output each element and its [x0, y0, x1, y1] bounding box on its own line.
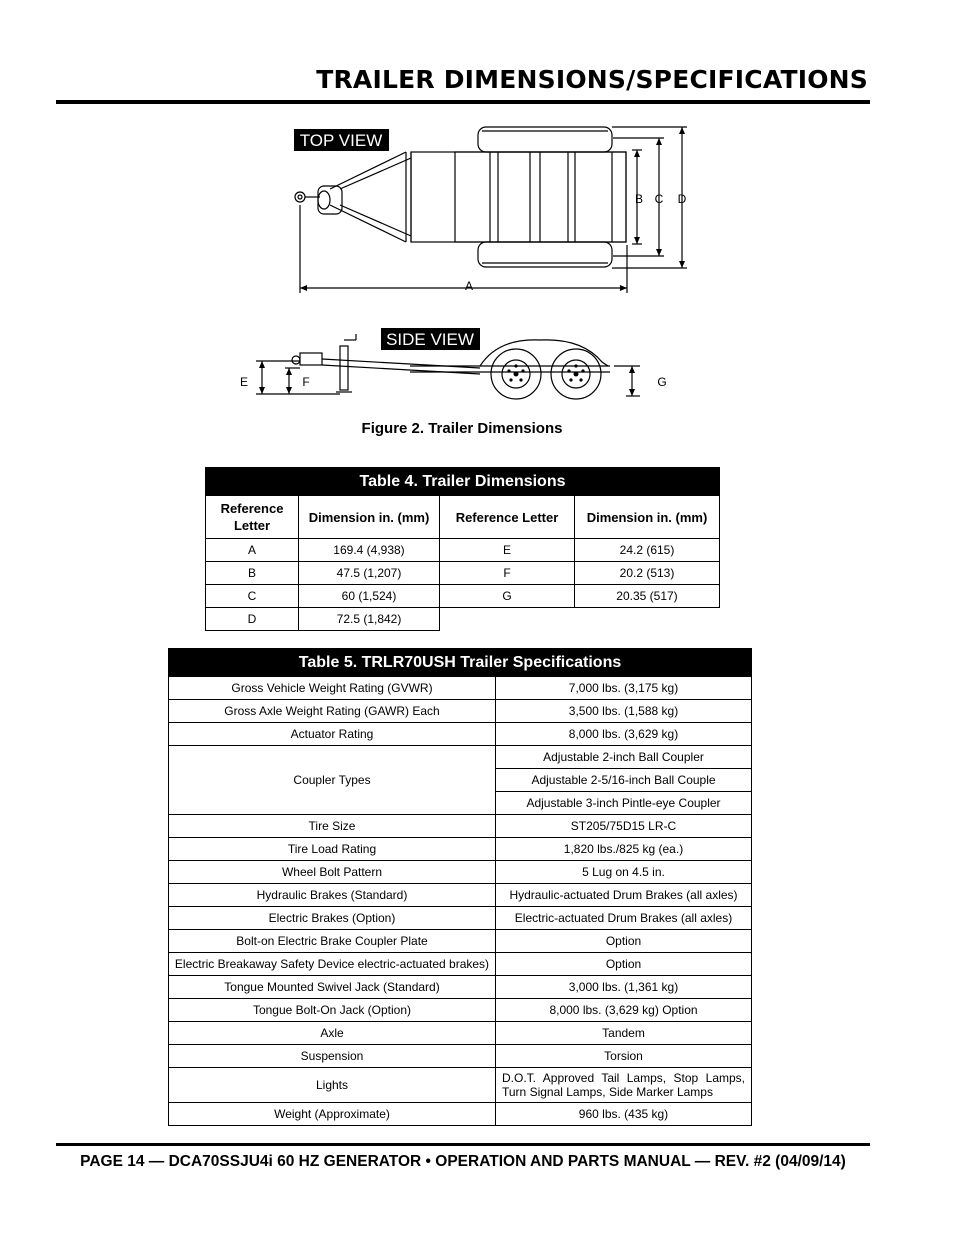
table-row	[169, 907, 752, 930]
column-header: Dimension in. (mm)	[575, 496, 720, 539]
dim-letter-a: A	[464, 279, 474, 293]
spec-label: Actuator Rating	[169, 723, 496, 746]
empty-cell	[575, 608, 720, 631]
table-cell: E	[440, 539, 575, 562]
spec-label: Hydraulic Brakes (Standard)	[169, 884, 496, 907]
spec-value: Torsion	[496, 1045, 752, 1068]
table-row	[169, 746, 752, 769]
top-view-drawing	[295, 127, 687, 293]
figure-caption: Figure 2. Trailer Dimensions	[361, 420, 563, 437]
trailer-dimensions-figure	[0, 110, 954, 410]
spec-value: Tandem	[496, 1022, 752, 1045]
spec-label: Tire Size	[169, 815, 496, 838]
side-view-label: SIDE VIEW	[386, 330, 474, 349]
table-cell: C	[206, 585, 299, 608]
spec-label: Wheel Bolt Pattern	[169, 861, 496, 884]
spec-value: 960 lbs. (435 kg)	[496, 1103, 752, 1126]
spec-label: Axle	[169, 1022, 496, 1045]
table-cell: 47.5 (1,207)	[299, 562, 440, 585]
spec-value: Option	[496, 930, 752, 953]
spec-value: 1,820 lbs./825 kg (ea.)	[496, 838, 752, 861]
spec-label: Electric Brakes (Option)	[169, 907, 496, 930]
table-title: Table 5. TRLR70USH Trailer Specifications	[169, 649, 752, 677]
spec-label: Tongue Mounted Swivel Jack (Standard)	[169, 976, 496, 999]
spec-label: Gross Axle Weight Rating (GAWR) Each	[169, 700, 496, 723]
dim-letter-b: B	[634, 192, 644, 206]
table-title: Table 4. Trailer Dimensions	[206, 468, 720, 496]
spec-value: Adjustable 2-5/16-inch Ball Couple	[496, 769, 752, 792]
spec-value: 8,000 lbs. (3,629 kg) Option	[496, 999, 752, 1022]
table-row	[169, 700, 752, 723]
spec-label: Tire Load Rating	[169, 838, 496, 861]
spec-value: Hydraulic-actuated Drum Brakes (all axles)	[496, 884, 752, 907]
spec-value: Option	[496, 953, 752, 976]
dim-letter-c: C	[654, 192, 664, 206]
spec-value: ST205/75D15 LR-C	[496, 815, 752, 838]
spec-value: 8,000 lbs. (3,629 kg)	[496, 723, 752, 746]
trailer-dimensions-table	[205, 467, 720, 631]
table-row	[169, 884, 752, 907]
table-cell: 60 (1,524)	[299, 585, 440, 608]
top-view-label: TOP VIEW	[299, 131, 383, 150]
table-row	[206, 539, 720, 562]
table-row	[169, 930, 752, 953]
dim-letter-g: G	[657, 375, 667, 389]
table-row	[206, 585, 720, 608]
table-row	[169, 815, 752, 838]
spec-value: 3,500 lbs. (1,588 kg)	[496, 700, 752, 723]
table-row	[169, 838, 752, 861]
dim-letter-f: F	[302, 375, 310, 389]
table-cell: A	[206, 539, 299, 562]
table-row	[206, 608, 720, 631]
table-cell: D	[206, 608, 299, 631]
spec-label: Bolt-on Electric Brake Coupler Plate	[169, 930, 496, 953]
table-row	[169, 1045, 752, 1068]
table-row	[169, 999, 752, 1022]
table-row	[169, 723, 752, 746]
trailer-specifications-table	[168, 648, 752, 1126]
spec-value: 7,000 lbs. (3,175 kg)	[496, 677, 752, 700]
table-cell: G	[440, 585, 575, 608]
table-row	[169, 976, 752, 999]
table-row	[206, 562, 720, 585]
spec-value: 5 Lug on 4.5 in.	[496, 861, 752, 884]
title-rule	[56, 100, 870, 104]
table-row	[169, 1022, 752, 1045]
page-footer: PAGE 14 — DCA70SSJU4i 60 HZ GENERATOR • OPERATION AND PARTS MANUAL — REV. #2 (04/09/14)	[80, 1153, 846, 1170]
spec-label: Gross Vehicle Weight Rating (GVWR)	[169, 677, 496, 700]
table-cell: 72.5 (1,842)	[299, 608, 440, 631]
table-row	[169, 953, 752, 976]
table-cell: F	[440, 562, 575, 585]
table-row	[169, 1068, 752, 1103]
empty-cell	[440, 608, 575, 631]
spec-label: Weight (Approximate)	[169, 1103, 496, 1126]
column-header: Reference Letter	[206, 496, 299, 539]
footer-rule	[56, 1143, 870, 1146]
table-cell: 20.2 (513)	[575, 562, 720, 585]
spec-value: Adjustable 2-inch Ball Coupler	[496, 746, 752, 769]
column-header: Dimension in. (mm)	[299, 496, 440, 539]
column-header: Reference Letter	[440, 496, 575, 539]
table-row	[169, 1103, 752, 1126]
spec-label: Lights	[169, 1068, 496, 1103]
spec-value: D.O.T. Approved Tail Lamps, Stop Lamps, Turn Signal Lamps, Side Marker Lamps	[496, 1068, 752, 1103]
dim-letter-d: D	[677, 192, 687, 206]
spec-value: 3,000 lbs. (1,361 kg)	[496, 976, 752, 999]
table-cell: 169.4 (4,938)	[299, 539, 440, 562]
spec-label: Tongue Bolt-On Jack (Option)	[169, 999, 496, 1022]
table-cell: 20.35 (517)	[575, 585, 720, 608]
page-title: TRAILER DIMENSIONS/SPECIFICATIONS	[316, 65, 868, 94]
spec-label: Suspension	[169, 1045, 496, 1068]
spec-label: Electric Breakaway Safety Device electric-actuated brakes)	[169, 953, 496, 976]
table-cell: 24.2 (615)	[575, 539, 720, 562]
spec-value: Electric-actuated Drum Brakes (all axles)	[496, 907, 752, 930]
table-cell: B	[206, 562, 299, 585]
spec-label: Coupler Types	[169, 746, 496, 815]
dim-letter-e: E	[239, 375, 249, 389]
table-row	[169, 861, 752, 884]
table-row	[169, 677, 752, 700]
spec-value: Adjustable 3-inch Pintle-eye Coupler	[496, 792, 752, 815]
